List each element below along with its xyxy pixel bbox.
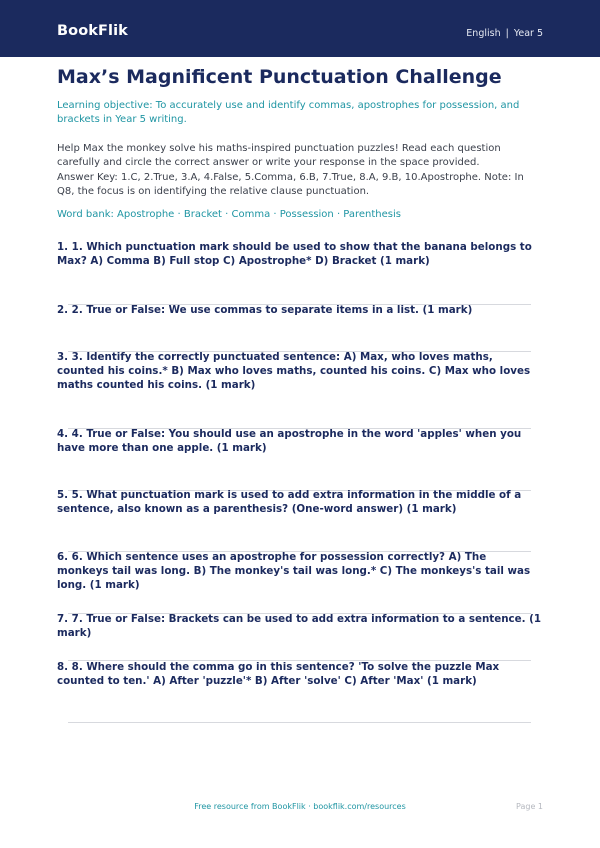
- question-8: 8. 8. Where should the comma go in this sentence? 'To solve the puzzle Max counted to ten.' A) After 'puzzle'* B) After 'solve' C) After 'Max' (1 mark): [57, 661, 500, 688]
- header-bar: [0, 0, 600, 57]
- page-number: Page 1: [516, 802, 543, 811]
- answer-line-8[interactable]: [68, 722, 531, 723]
- header-meta: [466, 28, 543, 39]
- intro-text: Help Max the monkey solve his maths-inspired punctuation puzzles! Read each question carefully and circle the correct answer or write your response in the space provided.: [57, 143, 501, 168]
- subject-label: English: [466, 28, 501, 39]
- year-label: Year 5: [513, 28, 543, 39]
- question-1: 1. 1. Which punctuation mark should be used to show that the banana belongs to Max? A) Comma B) Full stop C) Apostrophe* D) Bracket (1 mark): [57, 241, 532, 268]
- question-2: 2. 2. True or False: We use commas to separate items in a list. (1 mark): [57, 304, 473, 316]
- learning-objective: Learning objective: To accurately use and identify commas, apostrophes for possession, and brackets in Year 5 writing.: [57, 100, 520, 125]
- question-5: 5. 5. What punctuation mark is used to add extra information in the middle of a sentence, also known as a parenthesis? (One-word answer) (1 mark): [57, 489, 522, 516]
- question-7: 7. 7. True or False: Brackets can be used to add extra information to a sentence. (1 mark): [57, 613, 541, 640]
- answer-key: Answer Key: 1.C, 2.True, 3.A, 4.False, 5.Comma, 6.B, 7.True, 8.A, 9.B, 10.Apostrophe. Note: In Q8, the focus is on identifying the relative clause punctuation.: [57, 172, 524, 197]
- page-title: Max’s Magnificent Punctuation Challenge: [57, 66, 502, 88]
- question-4: 4. 4. True or False: You should use an apostrophe in the word 'apples' when you have more than one apple. (1 mark): [57, 428, 522, 455]
- header-separator: |: [505, 28, 509, 39]
- footer-credit: Free resource from BookFlik · bookflik.com/resources: [194, 802, 406, 811]
- question-3: 3. 3. Identify the correctly punctuated sentence: A) Max, who loves maths, counted his coins.* B) Max who loves maths, counted his coins. C) Max who loves maths counted his coins. (1 mark): [57, 351, 531, 392]
- brand-logo: BookFlik: [57, 23, 128, 39]
- question-6: 6. 6. Which sentence uses an apostrophe for possession correctly? A) The monkeys tail was long. B) The monkey's tail was long.* C) The monkeys's tail was long. (1 mark): [57, 551, 531, 592]
- word-bank: Word bank: Apostrophe · Bracket · Comma · Possession · Parenthesis: [57, 209, 401, 220]
